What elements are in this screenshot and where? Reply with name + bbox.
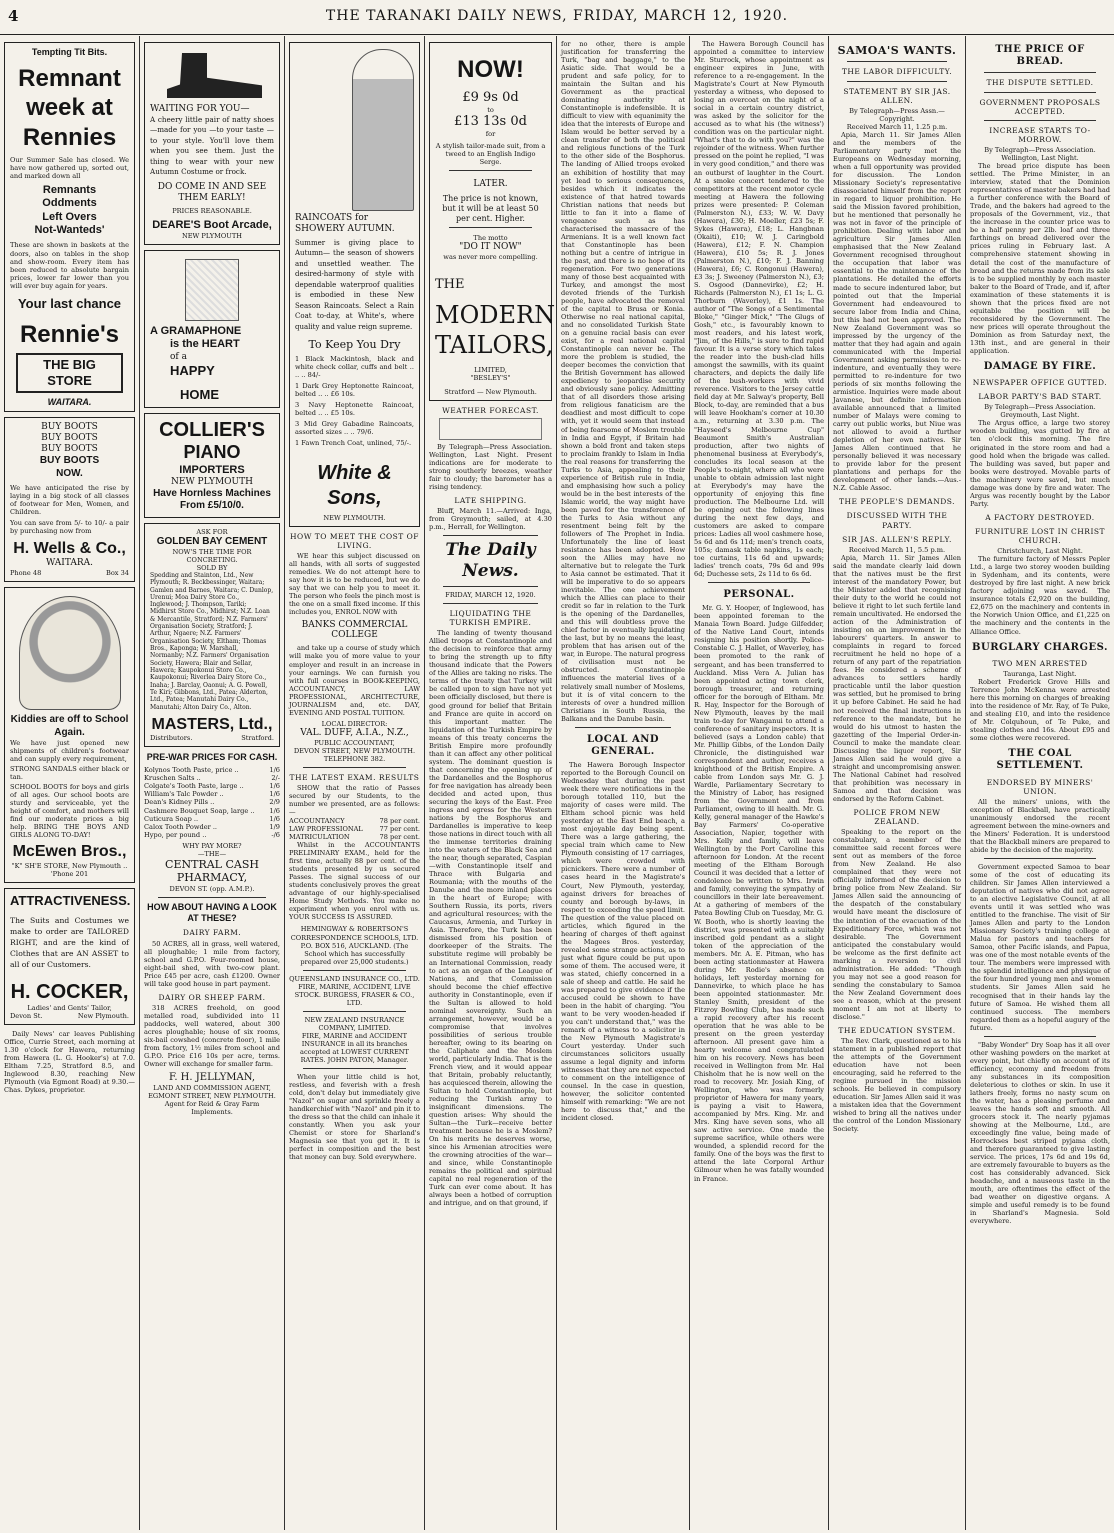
buy-boots-2: BUY BOOTS [41, 433, 98, 444]
jellyman-ad [144, 902, 280, 1117]
exam-more: Whilst in the ACCOUNTANTS PRELIMINARY EXAM., held for the first time, actually 88 per cent. of the students presented by us secured Passes. The signal success of our students conclusively proves the great advantage of our highly-specialised Home Study Methods. You make no experiment when you enrol with us. YOUR SUCCESS IS ASSURED. [289, 841, 420, 922]
wellington-line: Wellington, Last Night. [1001, 154, 1079, 163]
kiddies-heading: Kiddies are off to School Again. [10, 714, 129, 738]
cost-heading: HOW TO MEET THE COST OF LIVING. [290, 531, 419, 551]
weather-chart-icon [439, 418, 542, 440]
personal-heading: PERSONAL. [723, 589, 795, 601]
hornless-text: Have Hornless Machines From £5/10/0. [153, 488, 271, 512]
motto-label: The motto [473, 234, 508, 243]
nazol-notice: When your little child is hot, restless, and feverish with a fresh cold, don't delay but immediately give "Nazol" on sugar and sprinkle freely a handkerchief with "Nazol" and pin it to the dress so that the child can inhale it constantly. When you ask your Chemist or store for Sharland's Magnesia see that you get it. It is perfect in composition and the best that money can buy. Sold everywhere. [289, 1072, 420, 1162]
nz-insurance-line: FIRE, MARINE and ACCIDENT INSURANCE in all its branches accepted at LOWEST CURRENT RATES. JOHN PATON, Manager. [300, 1031, 409, 1064]
fire-heading: DAMAGE BY FIRE. [983, 360, 1097, 372]
jellyman-agent: Agent for Reid & Gray Farm Implements. [164, 1100, 260, 1117]
keep-dry-heading: To Keep You Dry [308, 338, 401, 352]
sold-by: SOLD BY [196, 563, 228, 572]
shipping-text: Bluff, March 11.—Arrived: Inga, from Greymouth; sailed, at 4.30 p.m., Herrall, for Wellington. [429, 507, 552, 532]
dairy-farm-text: 50 ACRES, all in grass, well watered, all ploughable; 1 mile from factory, school and G.P.O. Four-roomed house, eight-bail shed, with two-cow plant. Price £45 per acre, cash £1200. Owner will take good house in part payment. [144, 939, 280, 988]
price-row: Hypo, per pound .. -/6 [144, 830, 280, 839]
school-boots-text: SCHOOL BOOTS for boys and girls of all ages. Our school boots are sturdy and serviceable, yet the height of comfort, and mothers will find our moderate prices a big help. BRING THE BOYS AND GIRLS ALONG TO-DAY! [10, 783, 129, 840]
masters-role: Distributors. [150, 734, 193, 743]
collier-ad [144, 413, 280, 518]
duff-phone: TELEPHONE 382. [323, 754, 386, 763]
editorial-flag: The Daily News. [445, 540, 536, 582]
shipping-heading: LATE SHIPPING. [454, 496, 527, 506]
burglary-text: Robert Frederick Grove Hills and Terrence John McKenna were arrested here this morning on charges of breaking into the residence of Mr. Ray, of Te Puke, and stealing £10, and into the residence of Mr. Colquhoun, of Te Puke, and stealing clothes and 16s. About £95 and some clothes were recovered. [970, 677, 1110, 743]
peoples-text: Apia, March 11. Sir James Allen said the mandate clearly laid down that the natives must be the first interest of the mandatory Power, but the Minister added that recognising their duty to the world he could not believe it right to let such fertile land remain uncultivated. He endorsed the action of the Administration of insisting on an improvement in the labourers' quarters. In answer to complaints in regard to forced recruitment he held no hope of a return of any part of the repatriation fees. He considered a scheme of advances to settlers hardly practicable until the labor question was settled, but he promised to bring it up before Cabinet. He said he had not received the final instructions in reference to the mandate, but he would do his utmost to hasten the gazetting of the Imperial Order-in-Council to make the mandate clear. Discussing the liquor report, Sir James Allen said he would give a straight and uncompromising answer. The National Cabinet had resolved that prohibition was necessary in Samoa and that decision was endorsed by the Reform Cabinet. [833, 553, 961, 803]
tauranga-line: Tauranga, Last Night. [1003, 669, 1077, 678]
week-at-heading: week at [26, 94, 113, 122]
exam-row: LAW PROFESSIONAL 77 per cent. [289, 825, 420, 834]
samoa-heading: SAMOA'S WANTS. [837, 44, 957, 57]
white-sons-ad [289, 42, 420, 527]
page-number: 4 [8, 7, 19, 25]
two-men-heading: TWO MEN ARRESTED [992, 658, 1088, 668]
local-general-text: The Hawera Borough Inspector reported to the Borough Council on Wednesday that during the past week there were notifications in the borough totalled 110, but the majority of cases were mild. The Eltham school picnic was held yesterday at the East End beach, a most enjoyable day being spent. There was a large gathering, the special train which came to New Plymouth consisting of 17 carriages, which were crowded with picnickers. There were a number of cases heard in the Magistrate's Court, New Plymouth, yesterday, against drivers for breaches of county and borough by-laws, in respect to exceeding the speed limit. The question of the value placed on articles, which figured in the hearing of charges of theft against the Magees Bros. yesterday, revealed some strange actions, as to just what figure could be put upon some of them. The accused were, it was stated, chiefly concerned in a sale of sheep and cattle. He said he was prepared to give evidence if the accused could be shown to have been in the habit of charging. "You want to be very wooden-headed if you can't understand that," was the remark of a witness to a solicitor in the New Plymouth Magistrate's Court yesterday. Under such circumstances solicitors usually assume a legal dignity and inform witnesses that they are not expected to comment on the intelligence of counsel. In the case in question, however, the solicitor contented himself with remarking: "We are not here to discuss that," and the incident closed. [561, 761, 685, 1123]
labor-difficulty: THE LABOR DIFFICULTY. [841, 67, 953, 77]
telegraph-line: By Telegraph—Press Association. [984, 403, 1096, 412]
bread-heading: THE PRICE OF BREAD. [995, 44, 1085, 68]
raincoats-heading: RAINCOATS for SHOWERY AUTUMN. [295, 213, 395, 234]
dry-item: 3 Navy Heptonette Raincoat, belted .. .. £5 10s. [295, 401, 414, 418]
agents-list: Spedding and Stainton, Ltd., New Plymouth; R. Beckbessinger, Waitara; Gamlen and Barnes, Waitara; C. Dunlop, Urenui; Moa Dairy Store Co., Inglewood; J. Thompson, Tariki; Midhirst Store Co., Midhirst; N.Z. Loan & Mercantile, Stratford; N.Z. Farmers' Organisation Society, Stratford; J. Arthur, Ngaere; N.Z. Farmers' Organisation Society, Eltham; Thomas Bros., Kaponga; W. Marshall, Normanby; N.Z. Farmers' Organisation Society, Hawera; Blair and Sellar, Hawera; Kaupokonui Store Co., Kaupokonui; Riverlea Dairy Store Co., Inaha; J. Barclay, Oaonui; A. G. Powell, Te Kiri; Gibbons, Ltd., Patea; Alderton, Ltd., Patea; Manutahi Dairy Co., Manutahi; Alton Dairy Co., Alton. [150, 571, 274, 711]
price-row: Kruschen Salts .. 2/- [144, 774, 280, 783]
dry-item: 1 Dark Grey Heptonette Raincoat, belted .. .. £6 10s. [295, 381, 414, 398]
increase-heading: INCREASE STARTS TO-MORROW. [989, 125, 1091, 144]
price-row: Kolynos Tooth Paste, price .. 1/6 [144, 766, 280, 775]
hemingway-name: HEMINGWAY & ROBERTSON'S CORRESPONDENCE SCHOOLS, LTD. [290, 925, 419, 942]
modern-heading: MODERN [435, 301, 556, 330]
waiting-heading: WAITING FOR YOU— [150, 104, 250, 114]
piano-heading: PIANO [183, 441, 241, 462]
personal-text: Mr. G. Y. Hooper, of Inglewood, has been appointed foreman to the Manaia Town Board. Judge Gilfedder, of the Native Land Court, intends resigning his position shortly. Police-Constable C. J. Hallet, of Waverley, has been promoted to the rank of sergeant, and has been transferred to Auckland. Miss Vera A. Julian has been appointed acting town clerk, borough treasurer, and returning officer for the borough of Eltham. Mr. R. Hay, Inspector for the Borough of New Plymouth, leaves by the mail train to-day for Wanganui to attend a conference of sanitary inspectors. It is believed (says a London cable) that Mr. Phillip Gibbs, of the London Daily Chronicle, the distinguished war correspondent and author, receives a knighthood of the British Empire. A cable from London says Mr. G. J. Wardle, Parliamentary Secretary to the Ministry of Labor, has resigned from the Government and from Parliament, owing to ill health. Mr. G. Kelly, general manager of the Hawke's Bay Farmers' Co-operative Association, Napier, together with Mrs. Kelly and family, will leave Wellington by the Port Caroline this afternoon for London. At the recent meeting of the Eltham Borough Council it was decided that a letter of condolence be written to Mrs. Irwin and family, conveying the sympathy of councillors in their late bereavement. At a gathering of members of the Patea Bowling Club on Tuesday, Mr. G. W. Booth, who is shortly leaving the district, was presented with a suitably inscribed gold pendant as a slight token of the appreciation of the members. Mr. A. E. Pitman, who has been acting stationmaster at Hawera during Mr. Rodie's absence on holidays, left yesterday morning for Dannevirke, to which place he has been appointed stationmaster. Mr. Stanley Smith, president of the Fitzroy Bowling Club, has made such a rapid recovery after his recent operation that he was able to be present on the green yesterday afternoon. All present gave him a hearty welcome and congratulated him on his recovery. News has been received in Wellington from Mr. Hal Chisholm that he is now well on the road to recovery. Mr. Josiah King, of Wellington, who was formerly proprietor of Hawera for many years, is paying a visit to Hawera, accompanied by Mrs. King. Mr. and Mrs. King have seven sons, who all saw active service. One made the supreme sacrifice, while others were wounded, a splendid record for the family. One of the boys was the first to attend the late Corporal Arthur Gilmour when he was fatally wounded in France. [694, 604, 824, 1183]
the-label: —THE— [197, 849, 227, 858]
deare-name: DEARE'S Boot Arcade, [152, 218, 272, 231]
price-from: £9 9s 0d [462, 90, 519, 106]
baskets-text: These are shown in baskets at the doors, also on tables in the shop and show-room. Every item has been reduced to absolute bargain prices, lower far lower than you will ever buy again for years. [10, 241, 129, 290]
column-6 [690, 36, 828, 1530]
mcewen-name: McEwen Bros., [12, 843, 127, 861]
sheep-farm-heading: DAIRY OR SHEEP FARM. [158, 992, 266, 1002]
mcewen-address: "K" SH'E STORE, New Plymouth .. 'Phone 201 [11, 861, 128, 878]
misc-text: Government expected Samoa to bear some of the cost of educating its children. Sir James Allen interviewed a deputation of natives who did not agree to an elective Legislative Council, at all events until it was settled who was entitled to the franchise. The visit of Sir James Allen and party to the London Missionary Society's training college at Malua for pastors and teachers for Samoa, other Pacific islands, and Papua, was one of the most notable events of the tour. The members were impressed with the splendid intelligence and physique of the four hundred young men and women students. Sir James Allen said he recognised that in their hands lay the future of Samoa. He wished them all continued success. The members regarded them as a hopeful augury of the future. [970, 863, 1110, 1032]
proposals-heading: GOVERNMENT PROPOSALS ACCEPTED. [979, 97, 1101, 116]
cocker-line: Ladies' and Gents' Tailor, [27, 1004, 112, 1013]
christchurch-line: Christchurch, Last Night. [997, 547, 1083, 556]
price-row: Calox Tooth Powder .. 1/9 [144, 822, 280, 831]
car-notice: Daily News' car leaves Publishing Office, Currie Street, each morning at 1.30 o'clock for Hawera, returning from Hawera (L. G. Hooker's) at 7.0. Eltham 7.25, Stratford 8.5, and Inglewood 8.30, reaching New Plymouth (via Egmont Road) at 9.30.—Chas. Dykes, proprietor. [4, 1030, 135, 1095]
column-7 [829, 36, 965, 1530]
boots-text: We have anticipated the rise by laying in a big stock of all classes of footwear for Men, Women, and Children. [10, 483, 129, 516]
gramophone-line-5: HOME [180, 386, 219, 402]
remnant-heading: Remnant [18, 64, 121, 92]
cocker-name: H. COCKER, [10, 980, 129, 1003]
never-more: was never more compelling. [443, 253, 538, 262]
dry-item: 3 Mid Grey Gabadine Raincoats, assorted sizes .. .. 79/6. [295, 420, 414, 437]
education-text: The Rev. Clark, questioned as to his statement in a published report that the attempts of the Government education have not been encouraging, said he referred to the regime pursued in the mission schools. He believed in compulsory education. Sir James Allen said it was a mistaken idea that the Government wished to bring all the natives under the control of the London Missionary Society. [833, 1037, 961, 1134]
price-list [144, 766, 280, 838]
banks-college-name: BANKS COMMERCIAL COLLEGE [301, 619, 408, 641]
duff-address: DEVON STREET, NEW PLYMOUTH. [293, 746, 416, 755]
column-2 [140, 36, 284, 1530]
buy-boots-3: BUY BOOTS [41, 444, 98, 455]
gramophone-icon [185, 259, 239, 321]
kiddies-text: We have just opened new shipments of children's footwear and can supply every requirement, [10, 738, 129, 763]
prewar-heading: PRE-WAR PRICES FOR CASH. [146, 752, 278, 763]
column-5 [557, 36, 689, 1530]
gramophone-line-3: of a [170, 351, 187, 362]
rennies-ad [4, 42, 135, 412]
deare-ad [144, 42, 280, 245]
column-4 [425, 36, 556, 1530]
cement-ad [144, 523, 280, 748]
attractiveness-text: The Suits and Costumes we make to order are TAILORED RIGHT, and are the kind of Clothes that are AN ASSET to all of our Customers. [10, 915, 129, 969]
editorial-date: FRIDAY, MARCH 12, 1920. [445, 590, 536, 599]
pharmacy-ad [144, 752, 280, 892]
gramophone-ad [144, 250, 280, 408]
exam-row: ACCOUNTANCY 78 per cent. [289, 817, 420, 826]
price-row: Dean's Kidney Pills .. 2/9 [144, 798, 280, 807]
now-heading: NOW! [457, 56, 524, 83]
suits-text: A stylish tailor-made suit, from a tweed to an English Indigo Serge. [435, 142, 546, 167]
masthead-title: THE TARANAKI DAILY NEWS, FRIDAY, MARCH 12, 1920. [325, 8, 789, 24]
tit-bits-heading: Tempting Tit Bits. [31, 47, 108, 57]
local-continued: The Hawera Borough Council has appointed a committee to interview Mr. Sturrock, whose appointment as engineer expires in June, with reference to a re-engagement. In the Magistrate's Court at New Plymouth yesterday a witness, who deposed to losing an overcoat on the night of a social in a certain country district, was asked by the solicitor for the accused as to what his (the witness') condition was on the particular night. "What's that to do with you?" was the rejoinder of the witness. When further pressed on the point he replied, "I was in very good condition," and there was an outburst of laughter in the Court. At a smoke concert tendered to the competitors at the recent motor cycle meeting at Hawera the following prizes were presented: P. Coleman (Palmerston N.), £33; W. W. Davy (Hawera), £30; H. Moeller, £23 5s; F. Sykes (Hawera), £18; L. Hangbnan (Okaiti), £10; W. J. Caringbold (Hawera), £12; F. N. Champion (Hawera), £10 5s; R. J. Jones (Palmerston N.), £10; F. J. Banning (Hawera), £6; C. Rongonui (Hawera), £3 3s; J. Sweeney (Palmerston N.), £3; S. Osgood (Dannevirke), £2; H. Richards (Palmerston N.), £1 1s; L. G. Thorburn (Waverley), £1 1s. The author of "The Songs of a Sentimental Bloke," "Ginger Mick," "The Glugs of Gosh," etc., is favourably known to most readers, and his latest work, "Jim, of the Hills," is sure to find rapid favour. It is a verse story which takes the reader into the bush-clad hills amongst the sawmills, with its quaint characters, and depicts the daily life of the bush-workers with vivid reverence. Visitors to the Jersey cattle field day at Mr. Salway's property, Bell Block, to-day, are reminded that a bus will leave Hookham's corner at 10.30 a.m., returning at 3.30 p.m. The "Hayseed's Melbourne Cup" Beaumont Smith's Australian production, after two nights of phenomenal business at Everybody's, concludes its local season at the People's to-night, where all who were unable to obtain admission last night at Everybody's may have the opportunity of enjoying this fine production. The Melbourne Ltd. will be opening out the following lines during the next few days, and customers are asked to compare prices: Ladies all wool cashmere hose, 5s 6d and 6s 11d; men's trench coats, 105s; damask table napkins, 1s each; toe curtains, 11s 6d and upwards; ladies' trench coats, 79s 6d and 99s 6d; Duchesse sets, 2s 11d to 6s 6d. [694, 40, 824, 579]
the-label: THE [435, 277, 465, 293]
sheep-farm-text: 318 ACRES freehold, on good metalled road, subdivided into 11 paddocks, well watered, about 300 acres ploughable; house of six rooms, six-bail cowshed (concrete floor), 1 mile from factory, 1½ miles from school and G.P.O. Price £16 10s per acre, terms. Owner will exchange for smaller farm. [144, 1003, 280, 1069]
reply-heading: SIR JAS. ALLEN'S REPLY. [842, 534, 952, 544]
attractiveness-heading: ATTRACTIVENESS. [10, 892, 131, 908]
fire-text: The Argus office, a large two storey wooden building, was gutted by fire at ten o'clock this morning. The fire originated in the store room and had a good hold when the brigade was called. The building was saved, but paper and books were destroyed. Movable parts of the machinery were saved, but much damage was done by fire and water. The Argus was recently bought by the Labor Party. [970, 419, 1110, 508]
exam-heading: THE LATEST EXAM. RESULTS [289, 772, 420, 782]
editorial-text: The landing of twenty thousand Allied troops at Constantinople and the decision to reinforce that army to bring the strength up to fifty thousand indicate that the Powers of the Allies are taking no risks. The terms of the treaty that Turkey will be called upon to sign have not yet been officially disclosed, but there is good ground for belief that Britain and France are quite in accord on this important matter. The liquidation of the Turkish Empire by means of this treaty concerns the British Empire more profoundly than it can affect any other political system. The dominant question is that concerning the opening up of the Dardanelles and the Bosphorus for free navigation has already been decided and acted upon, thus securing the keys of the East. Free ingress and egress for the Western nations by the Bosphorus and Dardanelles is imperative to keep those nations in direct touch with all the immense territories draining into the waters of the Black Sea and the near, though separated, Caspian—with Constantinople itself and Thrace with Bulgaria and Roumania; with the mouths of the Danube and the more inland places in the heart of Europe; with Southern Russia, its ports, rivers and agricultural resources; with the Caucasus, Armenia, and Turkey in Asia. Therefore, the Turk has been dismissed from his position of doorkeeper of the Straits. The substitute regime will probably be an International Commission, ready to act as an organ of the League of Nations, and that Commission should become the chief effective authority in Constantinople, even if the Sultan is allowed to hold nominal sovereignty. Such an arrangement, however, would be a compromise that involves possibilities of serious trouble hereafter, owing to its bearing on the Caliphate and the Moslem world, particularly India. That is the French view, and it would appear that Britain, probably reluctantly, has acquiesced therein, allowing the Sultan to hold Constantinople, but reducing the Turkish army to insignificant dimensions. The question arises: Why should the Sultan—the Turk—receive better treatment because he is a Moslem? On his merits he deserves worse, since his Armenian atrocities were the crowning atrocities of the war—and since, while Constantinople remains the political and spiritual capital no real regeneration of the Turk can ever come about. It has always been a hotbed of corruption and intrigue, and on that ground, if [429, 629, 552, 1208]
child-portrait-illustration [19, 596, 121, 710]
burglary-heading: BURGLARY CHARGES. [972, 641, 1108, 653]
editorial-heading: LIQUIDATING THE TURKISH EMPIRE. [449, 608, 532, 628]
why-pay: WHY PAY MORE? [182, 841, 242, 850]
gramophone-line-2: is the HEART [170, 338, 240, 351]
dispute-heading: THE DISPUTE SETTLED. [986, 78, 1094, 88]
raincoat-illustration [352, 49, 414, 211]
tailors-heading: TAILORS, [435, 330, 554, 359]
remnants-label: Remnants [42, 183, 97, 196]
oddments-label: Oddments [42, 197, 97, 210]
editorial-continued: for no other, there is ample justification for transferring the Turk, "bag and baggage," to the Asiatic side. That would be a prudent and safe policy, for to maintain the Sultan and his Government as the practical dominating authority at Constantinople is indefensible. It is difficult to view with equanimity the idea that the interests of Europe and Islam would be better served by a clean transfer of both the political and religious functions of the Turk to the other side of the Bosphorus. The landing of Allied troops evoked an exhibition of hostility that may yet lead to serious consequences, besides which it indicates the existence of that hatred towards Christian nations that needs but little to fan it into a flame of vengeance such as has characterised the massacre of the Armenians. It is a well known fact that Constantinople has been nothing but a centre of intrigue in the past, and there is no hope of its regeneration. For two generations many of those best acquainted with Turkey, and amongst the most devoted friends of the Turkish people, have advocated the removal of the capital to Brusa or Konia. Otherwise no real national capital, and no consolidated Turkish State on a genuine racial basis can ever exist, for a real national capital Constantinople can never be. The more the problem is studied, the deeper becomes the conviction that the British Government has allowed expediency to jeopardise security and obviously sane policy. Admitting that of all disorders those arising from religious fanaticism are the deadliest and most difficult to cope with, yet it would seem that instead of being fearsome of Moslem trouble in India and Egypt, if Britain had shown a bold front and taken steps to proclaim frankly to Islam in India the real reasons for transferring the Turks to Asia, appealing to their experience of British rule in India, and emphasising how such a policy would be in the best interests of the Islamic world, the way might have been paved for the transference of the Turks to Asia without any resentment being felt by the followers of The Prophet in India. Unfortunately the line of least resistance has been adopted. How soon the Allies may have no alternative but to relegate the Turk to Asia cannot be estimated. That it will be imperative to do so appears inevitable. The one achievement which the Allies can place to their credit so far in relation to the Turk is the opening of the Dardanelles, and this will doubtless prove the chief factor in eventually liquidating the last, but by no means the least, problem that has arisen out of the war, in Europe. The natural progress of civilisation must not be obstructed. Constantinople influences the material lives of a relatively small number of Moslems, but it is of vital concern to the interests of over a hundred million Christians in South Russia, the Balkans and the Danube basin. [561, 40, 685, 723]
nz-insurance-name: NEW ZEALAND INSURANCE COMPANY, LIMITED. [304, 1015, 405, 1032]
cocker-city: New Plymouth. [77, 1012, 129, 1021]
received-line: Received March 11, 1.25 p.m. [846, 122, 948, 131]
later-text: The price is not known, but it will be at least 50 per cent. Higher. [442, 194, 539, 223]
price-to: £13 13s 0d [454, 114, 527, 130]
endorsed-heading: ENDORSED BY MINERS' UNION. [986, 777, 1094, 796]
to-label: to [487, 106, 494, 115]
buy-boots-4: BUY BOOTS [39, 455, 100, 467]
exam-row: MATRICULATION 78 per cent. [289, 833, 420, 842]
jellyman-name: F. H. JELLYMAN, [168, 1072, 256, 1084]
cost-text: WE hear this subject discussed on all hands, with all sorts of suggested remedies. We do not attempt here to say how it is to be reduced, but we do say that we can help you to meet it. The person who feels the pinch most is the one on a small fixed income. If this includes you, ENROL NOW with [289, 552, 420, 617]
queensland-name: QUEENSLAND INSURANCE CO., LTD. [289, 974, 420, 983]
local-general-heading: LOCAL AND GENERAL. [586, 733, 660, 757]
dry-item: 1 Fawn Trench Coat, unlined, 75/-. [295, 439, 412, 448]
buy-boots-1: BUY BOOTS [41, 422, 98, 433]
local-director: LOCAL DIRECTOR: [321, 719, 388, 728]
gramophone-line-4: HAPPY [170, 362, 215, 378]
labor-start: LABOR PARTY'S BAD START. [978, 392, 1102, 402]
cocker-ad [4, 888, 135, 1025]
gramophone-line-1: A GRAMAPHONE [150, 325, 242, 337]
hemingway-address: P.O. BOX 516, AUCKLAND. (The School which has successfully prepared over 25,000 students.) [300, 941, 409, 966]
column-1 [0, 36, 139, 1530]
telegraph-line: By Telegraph—Press Association. [984, 146, 1096, 155]
buy-boots-now: NOW. [56, 467, 83, 479]
exam-text: SHOW that the ratio of Passes secured by our Students, to the number we presented, are as follows:— [289, 783, 420, 817]
cocker-town: Devon St. [10, 1012, 43, 1021]
modern-tailors-ad [429, 42, 556, 401]
central-cash-name: CENTRAL CASH PHARMACY, [165, 857, 259, 885]
bottom-notices: "Baby Wonder" Dry Soap has it all over other washing powders on the market at every point, but chiefly on account of its efficiency, economy and freedom from any substances in its composition deleterious to clothes or skin. In use it lathers freely, forms no nasty scum on the water, has a pleasing perfume and leaves the hands soft and smooth. All grocers stock it. The nearly pyjamas showing at the Melbourne, Ltd., are exceedingly fine value, being made of Horrockses best striped pyjama cloth, and therefore guaranteed to give lasting service. The prices, 17s 6d and 19s 6d, are extremely favourable to buyers as the cost has considerably advanced. Sick headache, and a nauseous taste in the mouth, are oftentimes the effect of the bad weather on digestive organs. A simple and useful remedy is to be found in Sharland's Magnesia. Sold everywhere. [970, 1040, 1110, 1226]
price-row: Colgate's Tooth Paste, large .. 1/6 [144, 782, 280, 791]
wells-name: H. Wells & Co., [13, 539, 126, 557]
column-8 [966, 36, 1114, 1530]
not-wanteds-label: Not-Wanteds' [34, 224, 105, 237]
rennies-heading: Rennies [22, 123, 117, 151]
left-overs-label: Left Overs [42, 210, 97, 223]
tailors-towns: Stratford — New Plymouth. [444, 387, 537, 396]
exam-results [289, 817, 420, 841]
education-heading: THE EDUCATION SYSTEM. [838, 1025, 956, 1035]
prices-reasonable: PRICES REASONABLE. [172, 206, 252, 215]
queensland-line: FIRE, MARINE, ACCIDENT, LIVE STOCK. BURGESS, FRASER & CO., LTD. [294, 982, 415, 1007]
police-heading: POLICE FROM NEW ZEALAND. [853, 807, 941, 827]
furniture-heading: FURNITURE LOST IN CHRIST CHURCH. [974, 526, 1106, 546]
white-sons-name: White & Sons, [317, 462, 392, 509]
discussed-heading: DISCUSSED WITH THE PARTY. [846, 511, 948, 530]
sale-text: Our Summer Sale has closed. We have now gathered up, sorted out, and marked down all [10, 155, 129, 180]
big-store-logo: THE BIG STORE [16, 353, 123, 393]
masthead [0, 0, 1114, 35]
factory-text: The furniture factory of Messrs Pepler Ltd., a large two storey wooden building in Sydenham, and its contents, were destroyed by fire last night. A new brick factory adjoining was saved. The insurance totals £2,920 on the building, £2,675 on the machinery and contents in the Norwich Union Office, and £1,225 on the machinery and the contents in the Alliance Office. [970, 555, 1110, 636]
concreting-text: NOW'S THE TIME FOR CONCRETING. [172, 547, 252, 564]
raincoat-text: Summer is giving place to Autumn— the season of showers and unsettled weather. The desired-harmony of style with dependable waterproof qualities is embodied in these New Season Raincoats. Select a Rain Coat to-day, at White's, where quality and value reign supreme. [295, 238, 414, 331]
besley-label: "BESLEY'S" [470, 373, 511, 382]
coal-text: All the miners' unions, with the exception of Blackball, have practically unanimously endorsed the recent agreement between the mine-owners and the Miners' Federation. It is understood that the Blackball miners are prepared to abide by the decision of the majority. [970, 797, 1110, 854]
received-line-b: Received March 11, 5.5 p.m. [848, 545, 946, 554]
duff-name: VAL. DUFF, A.I.A., N.Z., [300, 727, 409, 738]
weather-heading: WEATHER FORECAST. [442, 405, 539, 415]
bread-text: The bread price dispute has been settled. The Prime Minister, in an interview, stated that the Dominion representatives of master bakers had had a further conference with the Board of Trade, and the bakers had agreed to the proposals of the Government, viz., that the increase in the counter price was to be a half penny per 2lb. loaf and three farthings on bread delivered over the prices ruling in February last. A comprehensive statement showing in detail the cost of the manufacture of bread and the returns made from its sale is to be supplied monthly by each master baker to the Board of Trade, and if, after examination of these statements it is shown that the prices fixed are not equitable the position will be reconsidered by the Government. The new prices will operate throughout the Dominion as from Saturday next, the 13th inst., and are general in their application. [970, 162, 1110, 355]
price-row: Cashmere Bouquet Soap, large .. 1/6 [144, 806, 280, 815]
golden-bay-heading: GOLDEN BAY CEMENT [156, 535, 268, 547]
column-3 [285, 36, 424, 1530]
newspaper-gutted: NEWSPAPER OFFICE GUTTED. [972, 378, 1108, 388]
samoa-text: Apia, March 11. Sir James Allen and the members of the Parliamentary party met the Europeans on Wednesday morning, when a full opportunity was provided for discussion. The London Missionary Society's representative disassociated himself from the report in regard to liquor prohibition. He said the Mission favored prohibition, but he mentioned that personally he was not in favor of the principle of prohibition. Dealing with labor and agriculture Sir James Allen emphasised that the New Zealand Government recognised throughout the occupation that labor was essential to the maintenance of the plantations. He detailed the efforts made to secure indentured labor, but pointed out that the Imperial Government had endeavoured to secure labor from India and China, but this had not been approved. The New Zealand Government was so impressed by the urgency of the matter that they had again and again communicated with the Imperial Government asking permission to re-indenture, and eventually they were permitted to re-indenture for two periods of six months following the armistice. Inquiries were made about Javanese, but definite information available announced that a limited number of Malays were coming to carry out public works, but Niue was not allowed to avoid a further depletion of her own natives. Sir James Allen continued that he personally believed it was necessary to provide labor for the present plantations and perhaps for the development of other lands.—Aus.-N.Z. Cable Assoc. [833, 130, 961, 493]
last-chance-heading: Your last chance [17, 295, 122, 311]
white-sons-town: NEW PLYMOUTH. [323, 513, 386, 522]
jellyman-line: LAND AND COMMISSION AGENT, EGMONT STREET, NEW PLYMOUTH. [148, 1084, 276, 1101]
how-about-heading: HOW ABOUT HAVING A LOOK AT THESE? [147, 901, 277, 923]
rennies-logo: Rennie's [19, 320, 120, 348]
dry-item: 1 Black Mackintosh, black and white check collar, cuffs and belt .. .. .. 84/- [295, 354, 414, 379]
dairy-farm-heading: DAIRY FARM. [182, 928, 242, 938]
greymouth-line: Greymouth, Last Night. [1000, 411, 1080, 420]
deare-town: NEW PLYMOUTH [181, 231, 243, 240]
statement-heading: STATEMENT BY SIR JAS. ALLEN. [843, 86, 951, 105]
later-heading: LATER. [473, 179, 508, 190]
coal-heading: THE COAL SETTLEMENT. [996, 748, 1084, 772]
collier-town: NEW PLYMOUTH [171, 477, 253, 488]
waitara-label: WAITARA. [47, 396, 92, 407]
wells-phone: Phone 48 [10, 569, 42, 578]
central-cash-address: DEVON ST. (opp. A.M.P.). [169, 884, 255, 893]
do-it-now: "DO IT NOW" [459, 242, 522, 253]
telegraph-line: By Telegraph—Press Assn.—Copyright. [849, 106, 945, 123]
boot-illustration [162, 53, 262, 98]
price-row: William's Talc Powder .. 1/6 [144, 790, 280, 799]
sandals-text: STRONG SANDALS either black or tan. [10, 764, 129, 781]
ask-for: ASK FOR [196, 527, 228, 536]
waiting-text: A cheery little pair of natty shoes —made for you —to your taste —to your style. You'll love them when you see them. Just the thing to wear with your new Autumn Costume or frock. [150, 114, 274, 177]
mcewen-ad [4, 587, 135, 882]
collier-name: COLLIER'S [159, 418, 265, 441]
importers-heading: IMPORTERS [179, 463, 245, 476]
wells-ad [4, 417, 135, 582]
masters-name: MASTERS, Ltd., [151, 715, 273, 733]
save-text: You can save from 5/- to 10/- a pair by purchasing now from [10, 518, 129, 535]
police-text: Speaking to the report on the constabulary, a member of the committee said recent forces were sent out as members of the force from New Zealand. He also complained that they were not officially informed of the decision to bring police from New Zealand. Sir James Allen said the announcing of the despatch of the constabulary would have meant the disclosure of the intention of the evacuation of the Expeditionary Force, which was not desirable. The Government anticipated the constabulary would be welcome as the first definite act marking a reversion to civil administration. He added: "Though you may not see a good reason for sending the constabulary to Samoa the New Zealand Government does see a reason, which at the present moment I am not at liberty to disclose." [833, 828, 961, 1021]
factory-heading: A FACTORY DESTROYED. [985, 512, 1095, 522]
come-in-text: DO COME IN AND SEE THEM EARLY! [157, 181, 267, 203]
wells-town: WAITARA. [45, 558, 93, 569]
peoples-heading: THE PEOPLE'S DEMANDS. [838, 497, 956, 507]
price-row: Cuticura Soap .. 1/6 [144, 814, 280, 823]
weather-text: By Telegraph—Press Association. Wellington, Last Night. Present indications are for moderate to strong southerly breezes, weather fair to cloudy; the barometer has a rising tendency. [429, 443, 552, 492]
duff-role: PUBLIC ACCOUNTANT, [314, 738, 395, 747]
banks-text: and take up a course of study which will make you of more value to your employer and result in an increase in your earnings. We can furnish you with full courses in BOOK-KEEPING, ACCOUNTANCY, LAW PROFESSIONAL, ARCHITECTURE, JOURNALISM and, etc. DAY, EVENING AND POSTAL TUITION. [289, 644, 420, 717]
masters-town: Stratford. [241, 734, 274, 743]
wells-box: Box 34 [105, 569, 129, 578]
limited-label: LIMITED, [474, 365, 507, 374]
for-label: for [485, 130, 496, 139]
